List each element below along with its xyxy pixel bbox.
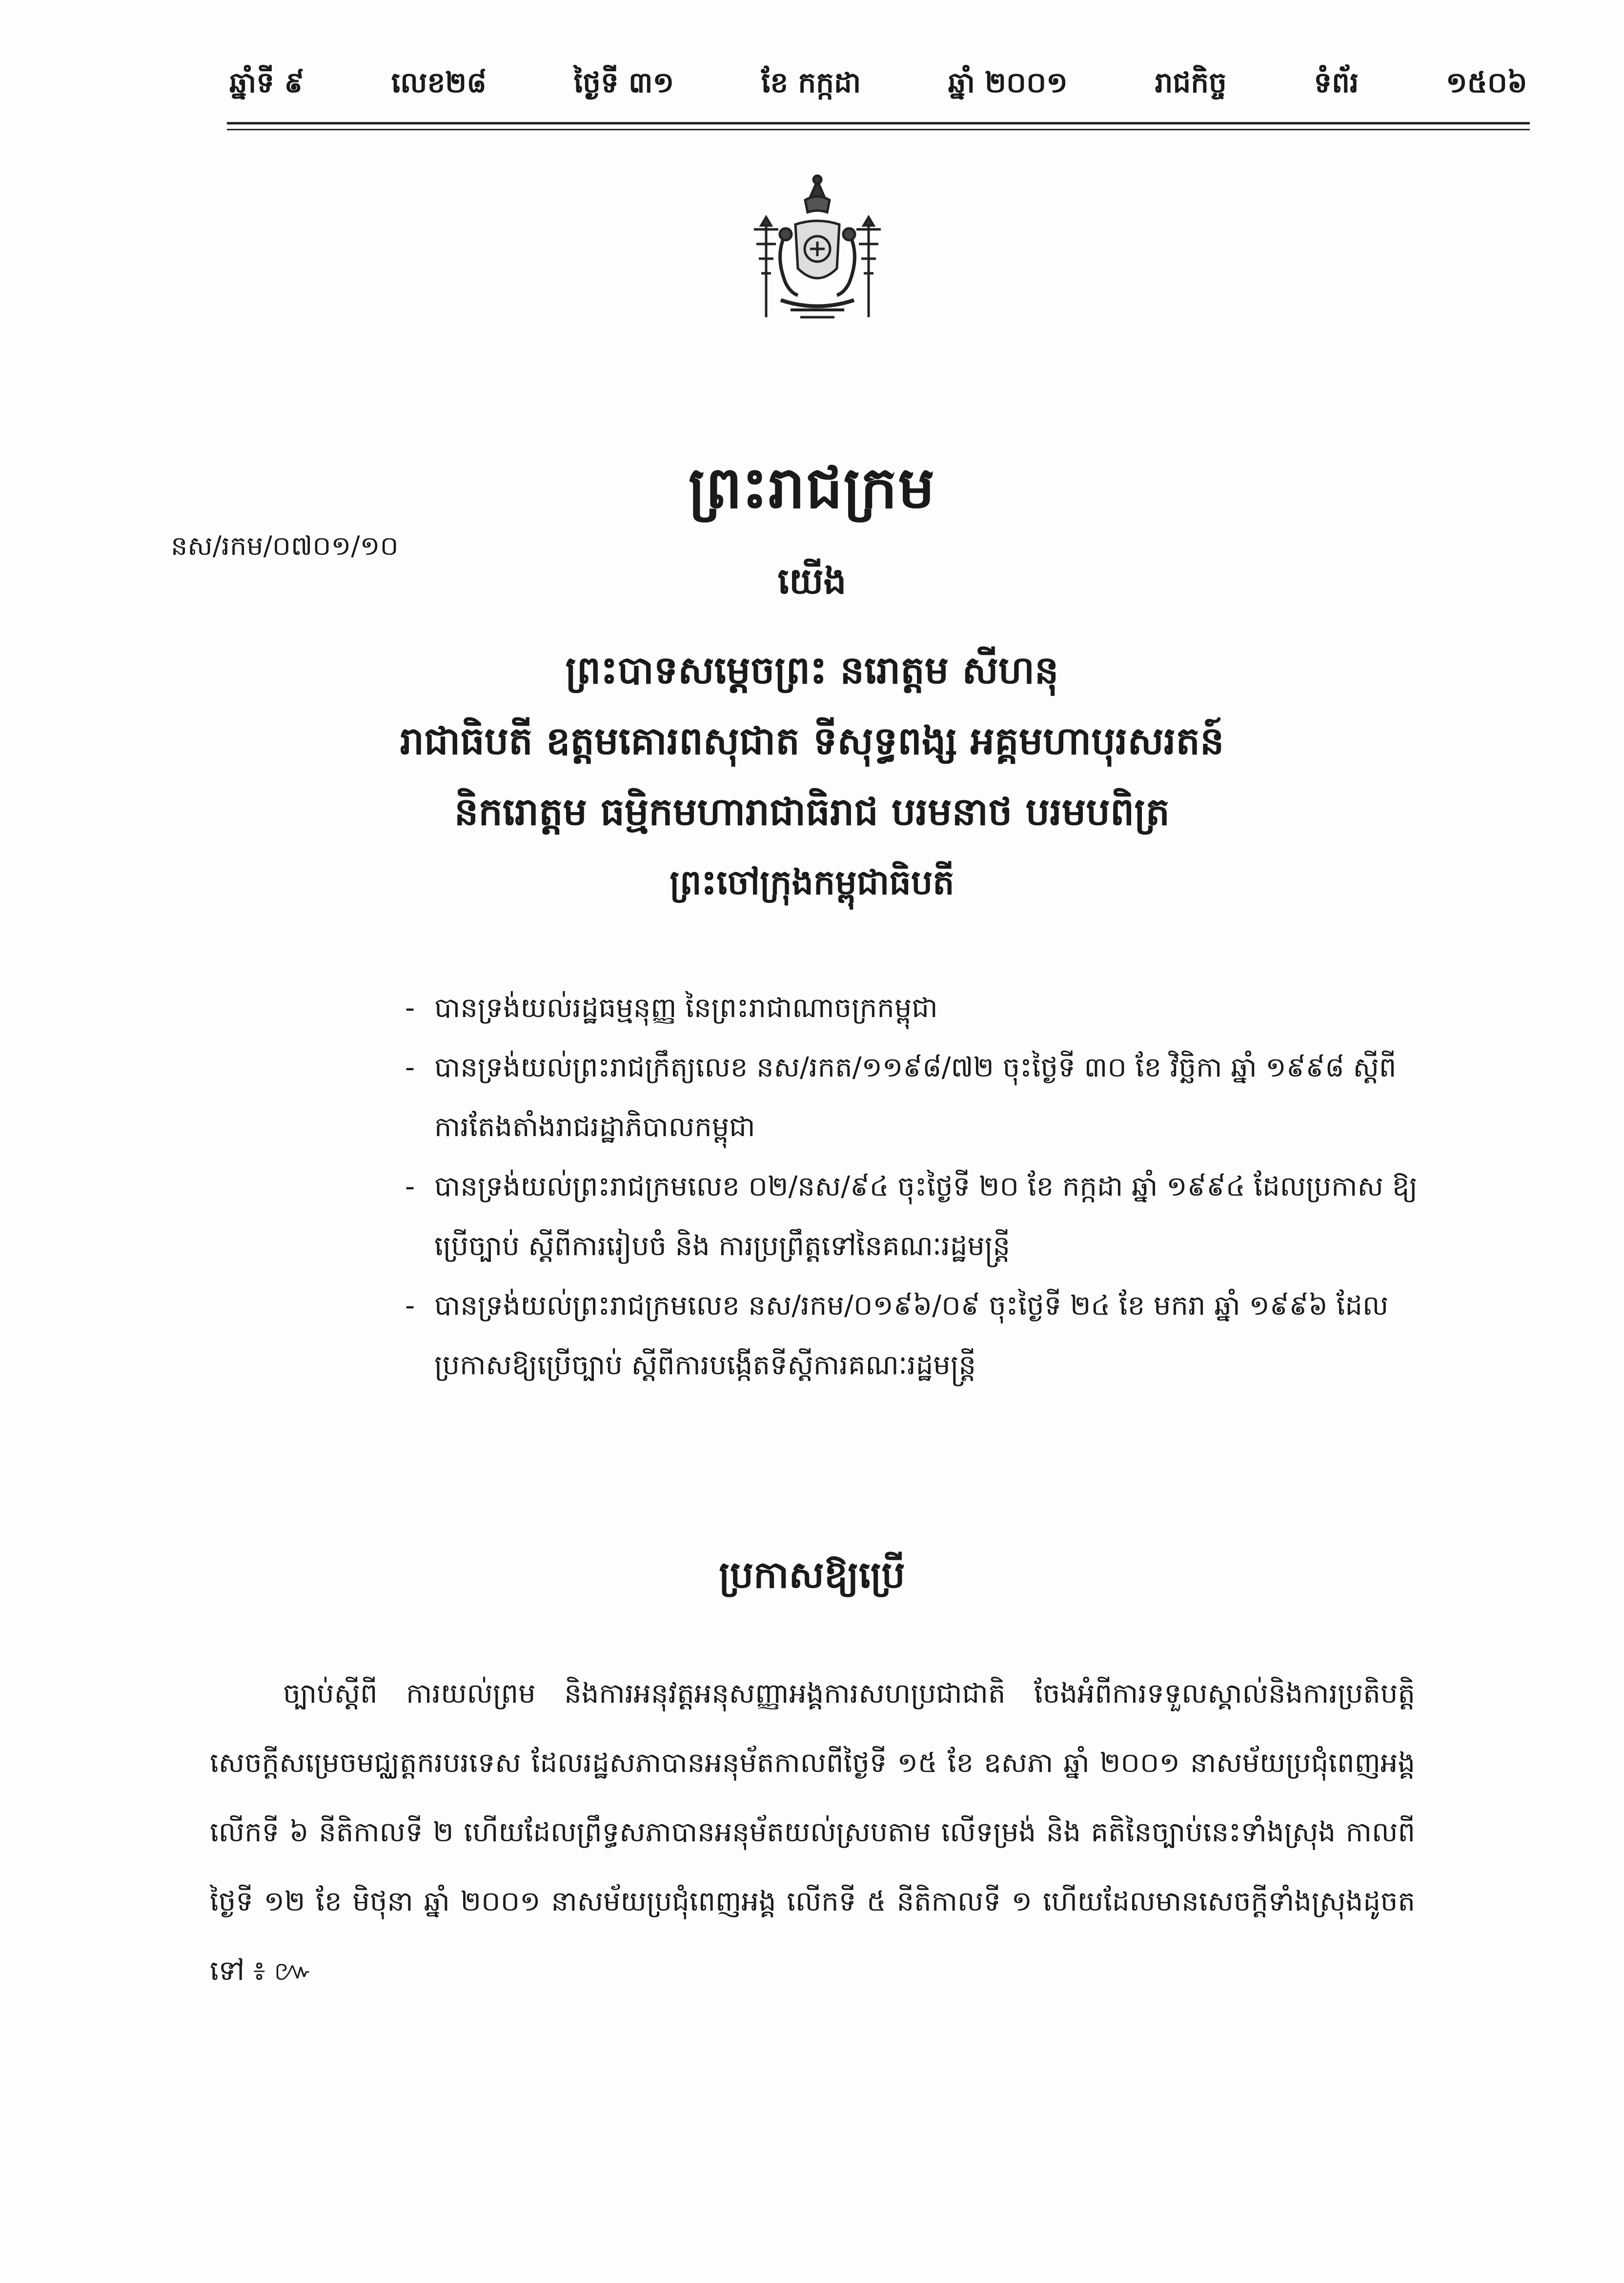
header-page-label: ទំព័រ: [1314, 65, 1359, 99]
reference-text: បានទ្រង់យល់ព្រះរាជក្រមលេខ ០២/នស/៩៤ ចុះថ្ងៃទី ២០ ខែ កក្កដា ឆ្នាំ ១៩៩៤ ដែលប្រកាស ឱ្យប្រើច្បាប់ ស្តីពីការរៀបចំ និង ការប្រព្រឹត្តទៅនៃគណៈរដ្ឋមន្ត្រី: [434, 1171, 1418, 1262]
header-year: ឆ្នាំ ២០០១: [948, 65, 1068, 99]
header-day: ថ្ងៃទី ៣១: [573, 65, 674, 99]
document-title: ព្រះរាជក្រម: [688, 454, 936, 521]
header-divider: [227, 122, 1530, 124]
header-year-number: ឆ្នាំទី ៩: [229, 65, 304, 99]
king-title-line-4: ព្រះចៅក្រុងកម្ពុជាធិបតី: [670, 862, 954, 902]
list-dash: -: [405, 992, 415, 1024]
gazette-header: [229, 59, 1527, 112]
list-dash: -: [405, 1052, 415, 1083]
reference-item: [405, 1038, 1430, 1157]
reference-item: [405, 1276, 1430, 1395]
king-title-line-3: និករោត្តម ធម្មិកមហារាជាធិរាជ បរមនាថ បរមបពិត្រ: [454, 790, 1170, 834]
reference-text: បានទ្រង់យល់រដ្ឋធម្មនុញ្ញ នៃព្រះរាជាណាចក្រកម្ពុជា: [434, 992, 938, 1024]
king-title-line-2: រាជាធិបតី ឧត្តមគោរពសុជាត ទីសុទ្ធពង្ស អគ្គមហាបុរសរតន៍: [400, 719, 1224, 763]
king-title-line-1: ព្រះបាទសម្តេចព្រះ នរោត្តម សីហនុ: [565, 649, 1059, 693]
legal-references: [405, 978, 1430, 1395]
reference-item: [405, 1157, 1430, 1276]
header-issue-number: លេខ២៨: [391, 65, 487, 99]
header-gazette-name: រាជកិច្ច: [1155, 65, 1227, 99]
we-heading: យើង: [777, 560, 847, 602]
header-divider-thin: [227, 129, 1530, 130]
proclamation-heading: ប្រកាសឱ្យប្រើ: [719, 1553, 905, 1596]
royal-coat-of-arms-icon: [737, 171, 898, 332]
reference-item: [405, 978, 1430, 1038]
header-page-number: ១៥០៦: [1445, 65, 1527, 99]
list-dash: -: [405, 1171, 415, 1203]
list-dash: -: [405, 1290, 415, 1322]
document-number: នស/រកម/០៧០១/១០: [171, 530, 399, 561]
header-month: ខែ កក្កដា: [761, 65, 861, 99]
reference-text: បានទ្រង់យល់ព្រះរាជក្រមលេខ នស/រកម/០១៩៦/០៩ ចុះថ្ងៃទី ២៤ ខែ មករា ឆ្នាំ ១៩៩៦ ដែលប្រកាសឱ្យប្រើច្បាប់ ស្តីពីការបង្កើតទីស្តីការគណៈរដ្ឋមន្ត្រី: [434, 1290, 1389, 1381]
reference-text: បានទ្រង់យល់ព្រះរាជក្រឹត្យលេខ នស/រកត/១១៩៨/៧២ ចុះថ្ងៃទី ៣០ ខែ វិច្ឆិកា ឆ្នាំ ១៩៩៨ ស្តីពីការតែងតាំងរាជរដ្ឋាភិបាលកម្ពុជា: [434, 1052, 1397, 1143]
body-paragraph: ច្បាប់ស្តីពី ការយល់ព្រម និងការអនុវត្តអនុសញ្ញាអង្គការសហប្រជាជាតិ ចែងអំពីការទទួលស្គាល់និងការប្រតិបត្តិសេចក្តីសម្រេចមជ្ឈត្តករបរទេស ដែលរដ្ឋសភាបានអនុម័តកាលពីថ្ងៃទី ១៥ ខែ ឧសភា ឆ្នាំ ២០០១ នាសម័យប្រជុំពេញអង្គលើកទី ៦ នីតិកាលទី ២ ហើយដែលព្រឹទ្ធសភាបានអនុម័តយល់ស្របតាម លើទម្រង់ និង គតិនៃច្បាប់នេះទាំងស្រុង កាលពីថ្ងៃទី ១២ ខែ មិថុនា ឆ្នាំ ២០០១ នាសម័យប្រជុំពេញអង្គ លើកទី ៥ នីតិកាលទី ១ ហើយដែលមានសេចក្តីទាំងស្រុងដូចតទៅ ៖ ៚: [210, 1678, 1415, 1987]
